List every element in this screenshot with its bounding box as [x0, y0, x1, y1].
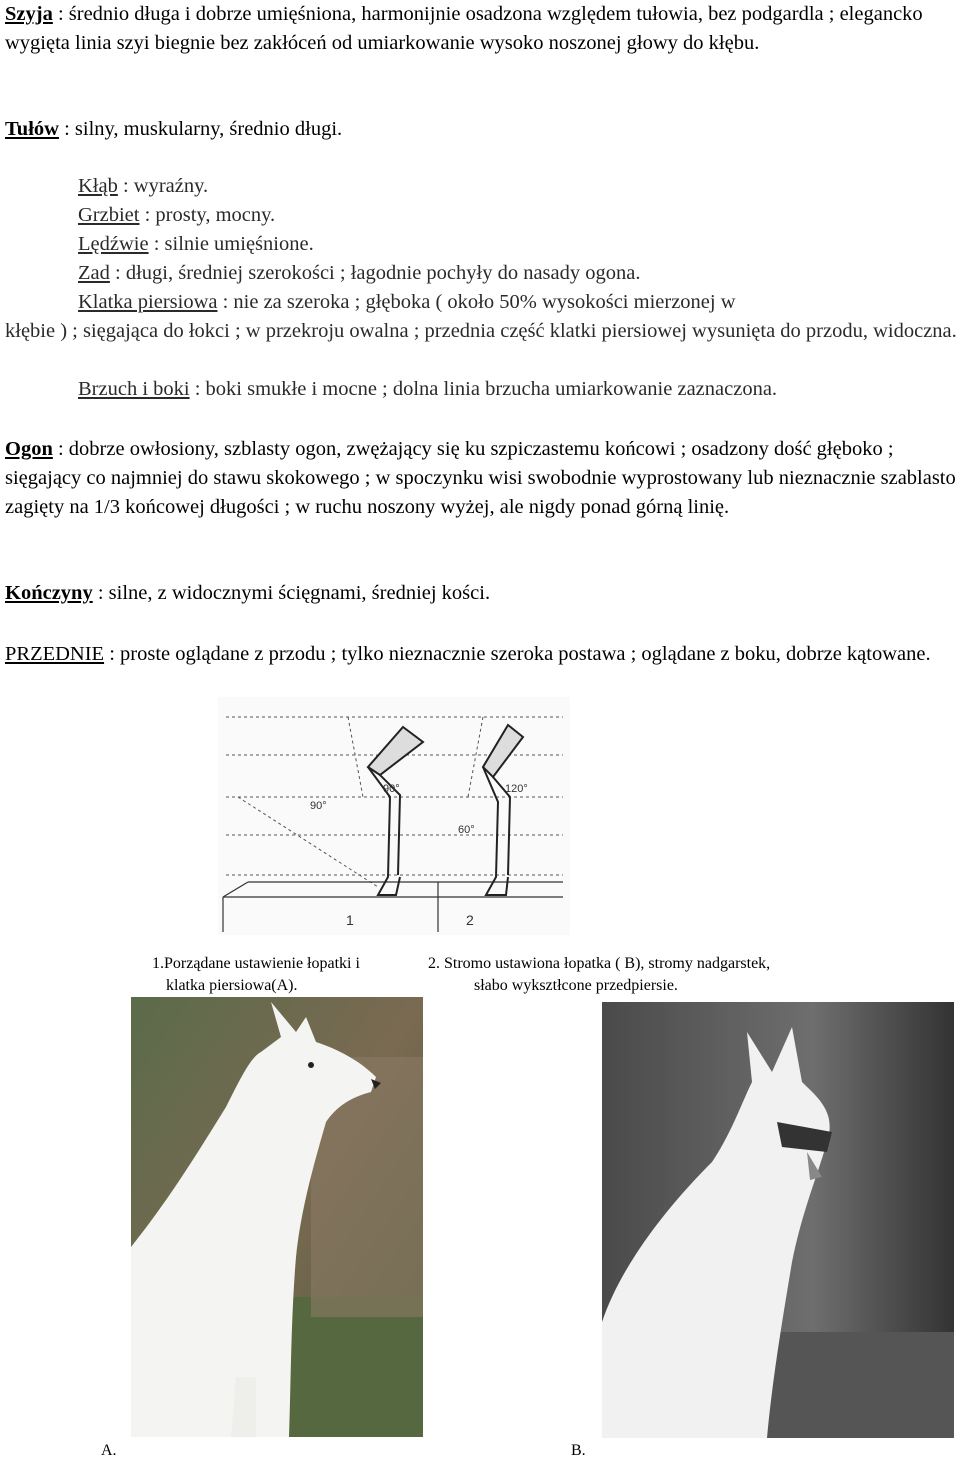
section-brzuch	[78, 375, 958, 404]
term-tulow: Tułów	[5, 118, 59, 140]
term-konczyny: Kończyny	[5, 582, 93, 604]
section-ogon	[5, 435, 957, 522]
photo-label-b: B.	[571, 1442, 586, 1459]
text-brzuch: : boki smukłe i mocne ; dolna linia brzucha umiarkowanie zaznaczona.	[189, 378, 778, 400]
section-klatka-cont	[5, 317, 957, 346]
term-zad: Zad	[78, 262, 110, 284]
section-klatka	[78, 288, 958, 317]
term-szyja: Szyja	[5, 3, 53, 25]
angle-label-90-a: 90°	[310, 800, 327, 812]
term-przednie: PRZEDNIE	[5, 643, 105, 665]
text-ledzwie: : silnie umięśnione.	[148, 233, 314, 255]
text-ogon: : dobrze owłosiony, szblasty ogon, zwężający się ku szpiczastemu końcowi ; osadzony dość głęboko ; sięgający co najmniej do stawu skokowego ; w spoczynku wisi swobodnie wyprostowany lub nieznacznie szablasto zagięty na 1/3 końcowej długości ; w ruchu noszony wyżej, ale nigdy ponad górną linię.	[5, 438, 956, 518]
text-konczyny: : silne, z widocznymi ścięgnami, średniej kości.	[92, 582, 491, 604]
term-ledzwie: Lędźwie	[78, 233, 149, 255]
term-klab: Kłąb	[78, 175, 118, 197]
caption-2-line-1: 2. Stromo ustawiona łopatka ( B), stromy nadgarstek,	[428, 955, 771, 972]
caption-2-line-2: słabo wyksztłcone przedpiersie.	[474, 977, 678, 994]
section-klab	[78, 172, 958, 201]
text-szyja: : średnio długa i dobrze umięśniona, harmonijnie osadzona względem tułowia, bez podgardla ; elegancko wygięta linia szyi biegnie bez zakłóceń od umiarkowanie wysoko noszonej głowy do kłębu.	[5, 3, 923, 54]
term-klatka: Klatka piersiowa	[78, 291, 218, 313]
text-tulow: : silny, muskularny, średnio długi.	[58, 118, 343, 140]
caption-2	[428, 953, 770, 997]
term-brzuch: Brzuch i boki	[78, 378, 190, 400]
text-zad: : długi, średniej szerokości ; łagodnie pochyły do nasady ogona.	[109, 262, 641, 284]
caption-1	[152, 953, 360, 997]
section-tulow	[5, 115, 957, 144]
forelimb-angulation-diagram	[218, 697, 570, 935]
photo-label-a: A.	[101, 1442, 117, 1459]
dog-photo-b	[602, 1002, 954, 1438]
section-szyja	[5, 0, 957, 58]
angle-label-120: 120°	[505, 783, 528, 795]
section-ledzwie	[78, 230, 958, 259]
caption-1-line-2: klatka piersiowa(A).	[166, 977, 298, 994]
text-przednie: : proste oglądane z przodu ; tylko nieznacznie szeroka postawa ; oglądane z boku, dobrze kątowane.	[104, 643, 931, 665]
dog-photo-a	[131, 997, 423, 1437]
angle-label-60: 60°	[458, 824, 475, 836]
section-konczyny	[5, 579, 957, 608]
caption-1-line-1: 1.Porządane ustawienie łopatki i	[152, 955, 360, 972]
term-ogon: Ogon	[5, 438, 53, 460]
text-klatka: : nie za szeroka ; głęboka ( około 50% wysokości mierzonej w	[217, 291, 736, 313]
section-grzbiet	[78, 201, 958, 230]
section-przednie	[5, 640, 957, 669]
diagram-number-1: 1	[346, 912, 354, 928]
text-klab: : wyraźny.	[117, 175, 209, 197]
term-grzbiet: Grzbiet	[78, 204, 140, 226]
text-grzbiet: : prosty, mocny.	[139, 204, 276, 226]
diagram-number-2: 2	[466, 912, 474, 928]
text-klatka-cont: kłębie ) ; sięgająca do łokci ; w przekroju owalna ; przednia część klatki piersiowej wysunięta do przodu, widoczna.	[5, 320, 957, 342]
section-zad	[78, 259, 958, 288]
angle-label-90-b: 90°	[383, 783, 400, 795]
